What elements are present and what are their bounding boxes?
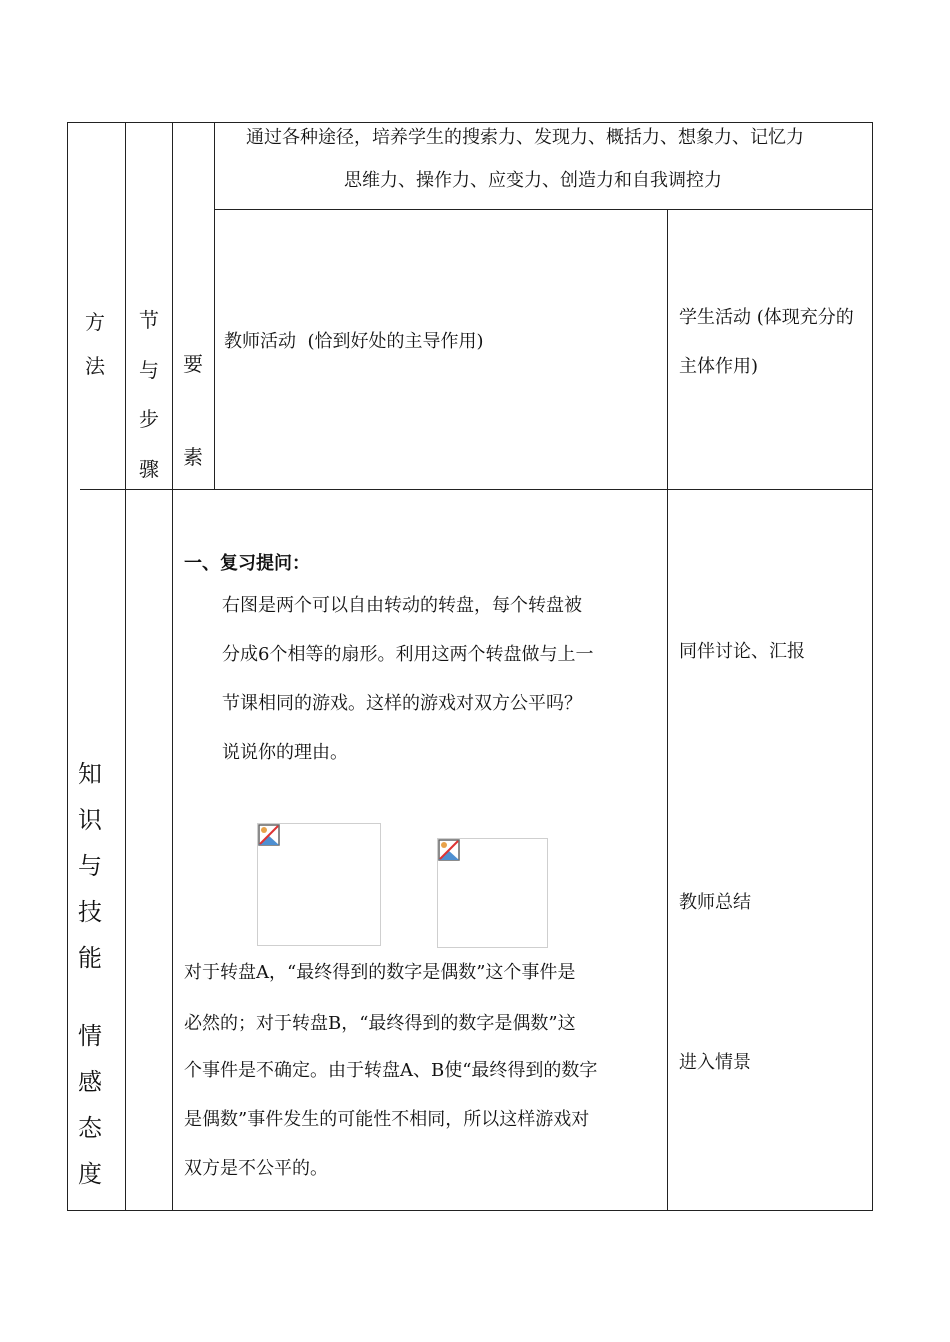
left-label-char-2: 识 [78, 806, 102, 834]
answer-line-4: 是偶数”事件发生的可能性不相同，所以这样游戏对 [184, 1109, 590, 1130]
header-steps-char-2: 与 [139, 358, 159, 382]
table-col-divider-4 [667, 209, 668, 1211]
header-student-activity-line-1: 学生活动 (体现充分的 [679, 307, 854, 328]
header-student-activity-line-2: 主体作用) [679, 356, 759, 377]
student-note-summary: 教师总结 [679, 892, 751, 913]
broken-image-icon [258, 824, 280, 846]
section-title: 一、复习提问： [184, 553, 310, 574]
left-label-char-6: 情 [78, 1022, 102, 1050]
header-teacher-activity: 教师活动 (恰到好处的主导作用) [224, 331, 484, 352]
header-method-char-1: 方 [85, 310, 105, 334]
header-method-char-2: 法 [85, 354, 105, 378]
header-elements-char-1: 要 [183, 352, 203, 376]
student-note-scenario: 进入情景 [679, 1052, 751, 1073]
table-col-divider-3 [214, 122, 215, 490]
left-label-char-8: 态 [78, 1114, 102, 1142]
question-line-1: 右图是两个可以自由转动的转盘，每个转盘被 [222, 595, 582, 616]
student-note-discussion: 同伴讨论、汇报 [679, 641, 805, 662]
left-label-char-1: 知 [78, 760, 102, 788]
left-label-char-3: 与 [78, 852, 102, 880]
question-line-2: 分成6个相等的扇形。利用这两个转盘做与上一 [222, 644, 594, 665]
broken-image-icon [438, 839, 460, 861]
left-label-char-7: 感 [78, 1068, 102, 1096]
objective-line-2: 思维力、操作力、应变力、创造力和自我调控力 [344, 170, 722, 191]
table-border-right [872, 122, 873, 1211]
answer-line-3: 个事件是不确定。由于转盘A、B使“最终得到的数字 [184, 1060, 598, 1081]
left-label-char-5: 能 [78, 944, 102, 972]
table-divider-header [80, 489, 873, 490]
spinner-a-image [257, 823, 381, 946]
header-steps-char-4: 骤 [139, 457, 159, 481]
objective-line-1: 通过各种途径，培养学生的搜索力、发现力、概括力、想象力、记忆力 [246, 127, 804, 148]
table-border-bottom [67, 1210, 873, 1211]
left-label-char-4: 技 [78, 898, 102, 926]
answer-line-5: 双方是不公平的。 [184, 1158, 328, 1179]
question-line-4: 说说你的理由。 [222, 742, 348, 763]
header-steps-char-1: 节 [139, 308, 159, 332]
header-elements-char-2: 素 [183, 445, 203, 469]
table-col-divider-1 [125, 122, 126, 1211]
answer-line-1: 对于转盘A，“最终得到的数字是偶数”这个事件是 [184, 962, 576, 983]
left-label-char-9: 度 [78, 1160, 102, 1188]
table-border-left [67, 122, 68, 1211]
header-steps-char-3: 步 [139, 407, 159, 431]
table-border-top [67, 122, 873, 123]
answer-line-2: 必然的；对于转盘B，“最终得到的数字是偶数”这 [184, 1013, 576, 1034]
table-col-divider-2 [172, 122, 173, 1211]
spinner-b-image [437, 838, 548, 948]
table-divider-top-text [214, 209, 873, 210]
question-line-3: 节课相同的游戏。这样的游戏对双方公平吗？ [222, 693, 582, 714]
